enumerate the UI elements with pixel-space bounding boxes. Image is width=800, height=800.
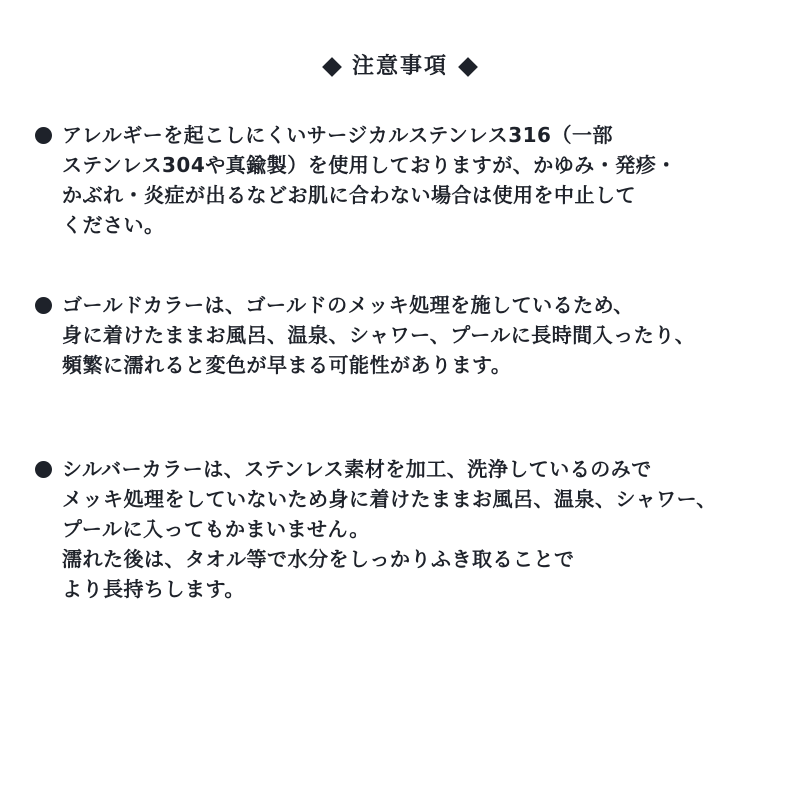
note-item-allergy [35,120,772,240]
note-line: 頻繁に濡れると変色が早まる可能性があります。 [62,353,512,377]
bullet-icon [35,461,52,478]
title-text: 注意事項 [351,54,448,79]
note-text-silver-color [62,454,717,604]
page-title [0,0,800,80]
notes-list [0,120,800,604]
bullet-icon [35,297,52,314]
note-item-gold-color [35,290,772,380]
note-line: プールに入ってもかまいません。 [62,517,370,541]
note-line: より長持ちします。 [62,577,245,601]
note-text-gold-color [62,290,695,380]
note-line: ゴールドカラーは、ゴールドのメッキ処理を施しているため、 [62,293,634,317]
note-line: ください。 [62,213,165,237]
bullet-icon [35,127,52,144]
note-line: アレルギーを起こしにくいサージカルステンレス316（一部 [62,123,613,147]
note-item-silver-color [35,454,772,604]
note-line: メッキ処理をしていないため身に着けたままお風呂、温泉、シャワー、 [62,487,717,511]
note-line: 濡れた後は、タオル等で水分をしっかりふき取ることで [62,547,575,571]
note-line: かぶれ・炎症が出るなどお肌に合わない場合は使用を中止して [62,183,636,207]
diamond-icon [458,57,478,77]
note-line: シルバーカラーは、ステンレス素材を加工、洗浄しているのみで [62,457,652,481]
diamond-icon [322,57,342,77]
note-line: 身に着けたままお風呂、温泉、シャワー、プールに長時間入ったり、 [62,323,696,347]
note-line: ステンレス304や真鍮製）を使用しておりますが、かゆみ・発疹・ [62,153,677,177]
note-text-allergy [62,120,677,240]
